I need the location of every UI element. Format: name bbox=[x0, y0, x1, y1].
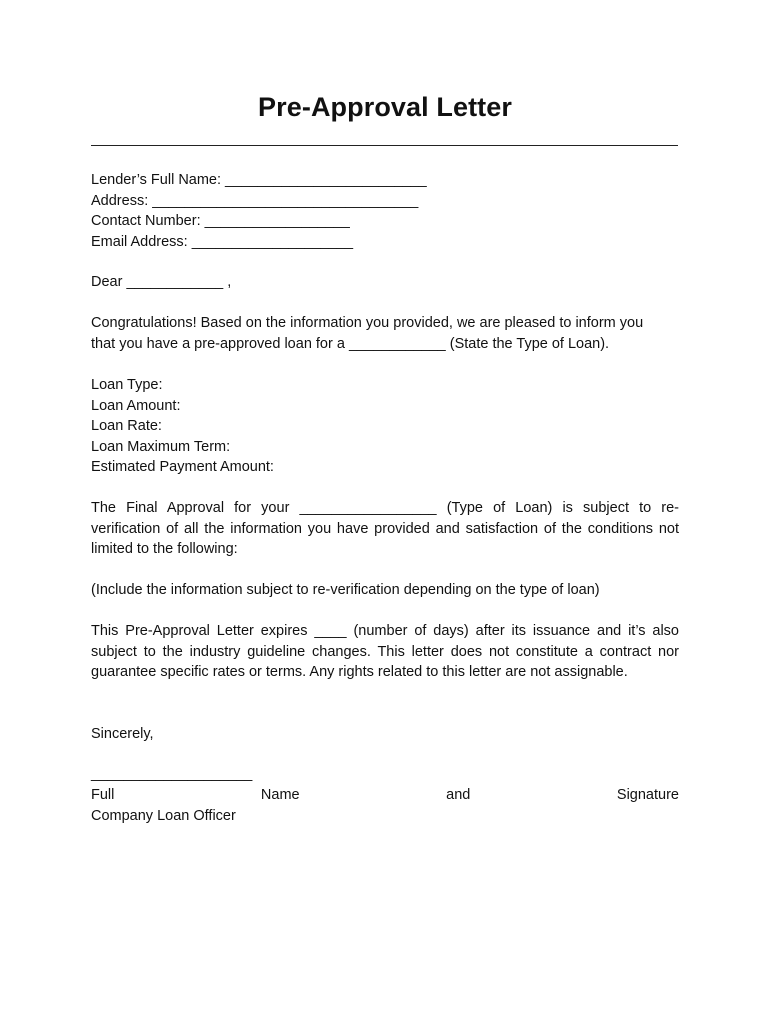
expiry-line: subject to the industry guideline changes. This letter does not constitute a contract nor bbox=[91, 643, 679, 660]
loan-term-label: Loan Maximum Term: bbox=[91, 438, 231, 455]
expiry-line: guarantee specific rates or terms. Any rights related to this letter are not assignable. bbox=[91, 664, 628, 681]
intro-paragraph bbox=[91, 313, 679, 354]
salutation bbox=[91, 272, 679, 293]
expiry-paragraph bbox=[91, 621, 679, 683]
include-note bbox=[91, 580, 679, 601]
loan-details-block bbox=[91, 375, 679, 478]
email-address-field: Email Address: ____________________ bbox=[91, 233, 354, 250]
intro-line: Congratulations! Based on the information you provided, we are pleased to inform you bbox=[91, 315, 644, 331]
closing bbox=[91, 724, 679, 745]
officer-title: Company Loan Officer bbox=[91, 808, 236, 824]
include-note-text: (Include the information subject to re-verification depending on the type of loan) bbox=[91, 582, 600, 598]
lender-info-block bbox=[91, 170, 679, 252]
title-divider bbox=[91, 145, 678, 146]
salutation-text: Dear ____________ , bbox=[91, 274, 232, 290]
final-approval-line: verification of all the information you have provided and satisfaction of the conditions not bbox=[91, 520, 679, 537]
signature-word: Name bbox=[260, 787, 300, 803]
lender-name-field: Lender’s Full Name: _________________________ bbox=[91, 172, 427, 188]
estimated-payment-label: Estimated Payment Amount: bbox=[91, 459, 274, 476]
address-field: Address: _________________________________ bbox=[91, 192, 419, 209]
loan-type-label: Loan Type: bbox=[91, 377, 163, 393]
final-approval-paragraph bbox=[91, 498, 679, 560]
final-approval-line: limited to the following: bbox=[91, 541, 238, 558]
signature-caption bbox=[91, 785, 679, 806]
signature-blank: ____________________ bbox=[91, 766, 253, 782]
signature-word: Signature bbox=[616, 787, 679, 803]
signature-word: Full bbox=[91, 787, 115, 803]
page-title: Pre-Approval Letter bbox=[258, 92, 512, 122]
contact-number-field: Contact Number: __________________ bbox=[91, 213, 350, 230]
closing-text: Sincerely, bbox=[91, 726, 154, 742]
loan-amount-label: Loan Amount: bbox=[91, 397, 181, 414]
signature-word: and bbox=[446, 787, 471, 803]
final-approval-line: The Final Approval for your _________________ (Type of Loan) is subject to re- bbox=[91, 500, 679, 516]
loan-rate-label: Loan Rate: bbox=[91, 418, 162, 435]
intro-line: that you have a pre-approved loan for a ____________ (State the Type of Loan). bbox=[91, 335, 610, 352]
expiry-line: This Pre-Approval Letter expires ____ (number of days) after its issuance and it’s also bbox=[91, 623, 679, 639]
